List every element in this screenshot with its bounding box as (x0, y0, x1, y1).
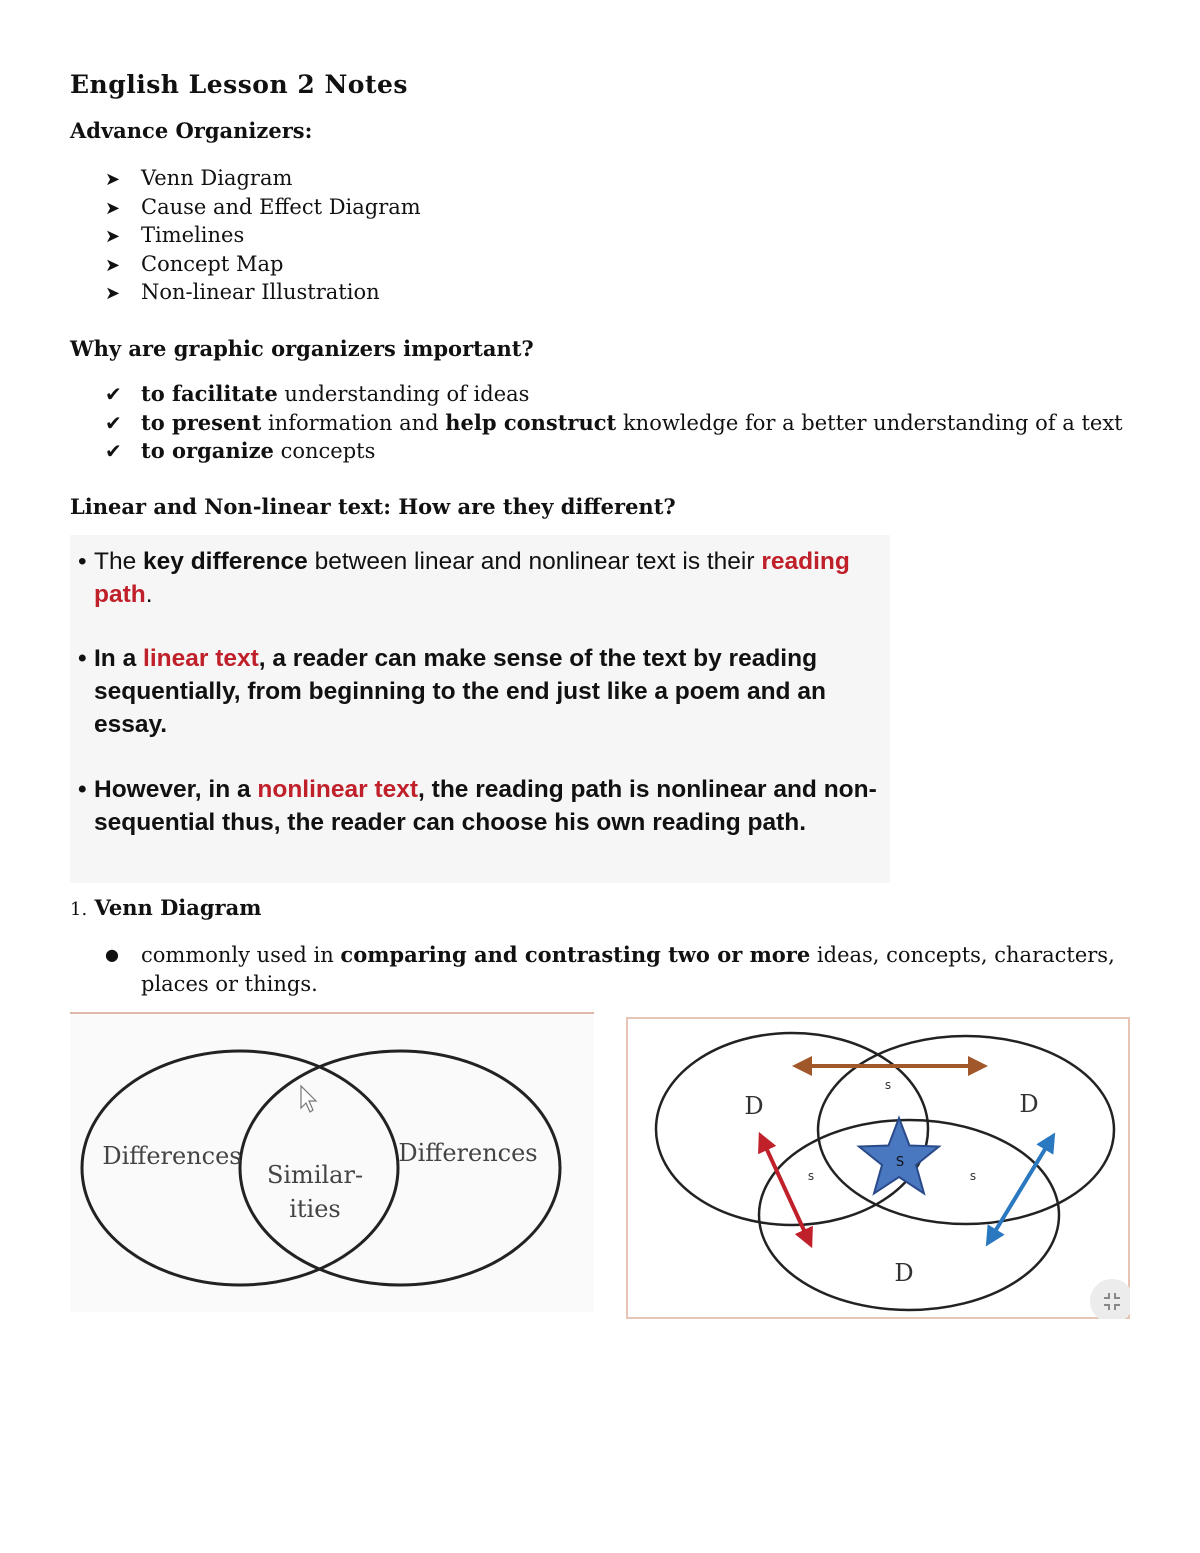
list-item: ➤ Timelines (105, 221, 421, 250)
importance-list (105, 380, 1123, 466)
label-d-bottom: D (894, 1259, 914, 1287)
slide-point-linear-text: • In a linear text, a reader can make sense of the text by reading sequentially, from beginning to the end just like a poem and an essay. (78, 642, 878, 741)
arrowhead-bullet-icon: ➤ (105, 169, 121, 190)
label-similarities-line2: ities (289, 1195, 341, 1223)
list-item: ✔ to organize concepts (105, 437, 1123, 466)
list-item: ➤ Cause and Effect Diagram (105, 193, 421, 222)
label-d-right: D (1019, 1090, 1039, 1118)
label-left-differences: Differences (102, 1142, 242, 1170)
label-d-left: D (744, 1092, 764, 1120)
label-s-left: s (807, 1169, 815, 1183)
label-s-right: s (969, 1169, 977, 1183)
section-heading-venn-diagram: 1. Venn Diagram (70, 895, 262, 920)
figure-frame (627, 1018, 1129, 1318)
bullet-dot-icon: • (78, 645, 87, 672)
list-item: ➤ Venn Diagram (105, 164, 421, 193)
section-heading-linear-vs-nonlinear: Linear and Non-linear text: How are they different? (70, 494, 676, 519)
slide-point-key-difference: • The key difference between linear and nonlinear text is their reading path. (78, 545, 878, 611)
list-item: ➤ Non-linear Illustration (105, 278, 421, 307)
list-item: ✔ to present information and help construct knowledge for a better understanding of a text (105, 409, 1123, 438)
label-s-top: s (884, 1078, 892, 1092)
three-circle-venn-figure (626, 1017, 1130, 1319)
advance-organizers-list (105, 164, 421, 307)
linear-nonlinear-slide-image (70, 535, 890, 883)
bullet-dot-icon: • (78, 776, 87, 803)
section-heading-advance-organizers: Advance Organizers: (70, 118, 313, 143)
checkmark-icon: ✔ (105, 382, 122, 406)
arrowhead-bullet-icon: ➤ (105, 283, 121, 304)
label-right-differences: Differences (398, 1139, 538, 1167)
bullet-dot-icon: • (78, 548, 87, 575)
page-title: English Lesson 2 Notes (70, 70, 409, 99)
arrowhead-bullet-icon: ➤ (105, 226, 121, 247)
list-item: ➤ Concept Map (105, 250, 421, 279)
label-similarities-line1: Similar- (266, 1161, 364, 1189)
venn-description: ● commonly used in comparing and contrasting two or more ideas, concepts, characters, places or things. (105, 942, 1115, 996)
arrowhead-bullet-icon: ➤ (105, 254, 121, 276)
list-item: ✔ to facilitate understanding of ideas (105, 380, 1123, 409)
section-heading-why-important: Why are graphic organizers important? (70, 336, 534, 361)
bullet-dot-icon: ● (105, 945, 119, 964)
checkmark-icon: ✔ (105, 410, 122, 435)
two-circle-venn-figure (70, 1012, 594, 1312)
label-s-center: S (895, 1155, 905, 1170)
checkmark-icon: ✔ (105, 439, 122, 463)
arrowhead-bullet-icon: ➤ (105, 197, 121, 219)
slide-point-nonlinear-text: • However, in a nonlinear text, the reading path is nonlinear and non-sequential thus, the reader can choose his own reading path. (78, 773, 878, 839)
